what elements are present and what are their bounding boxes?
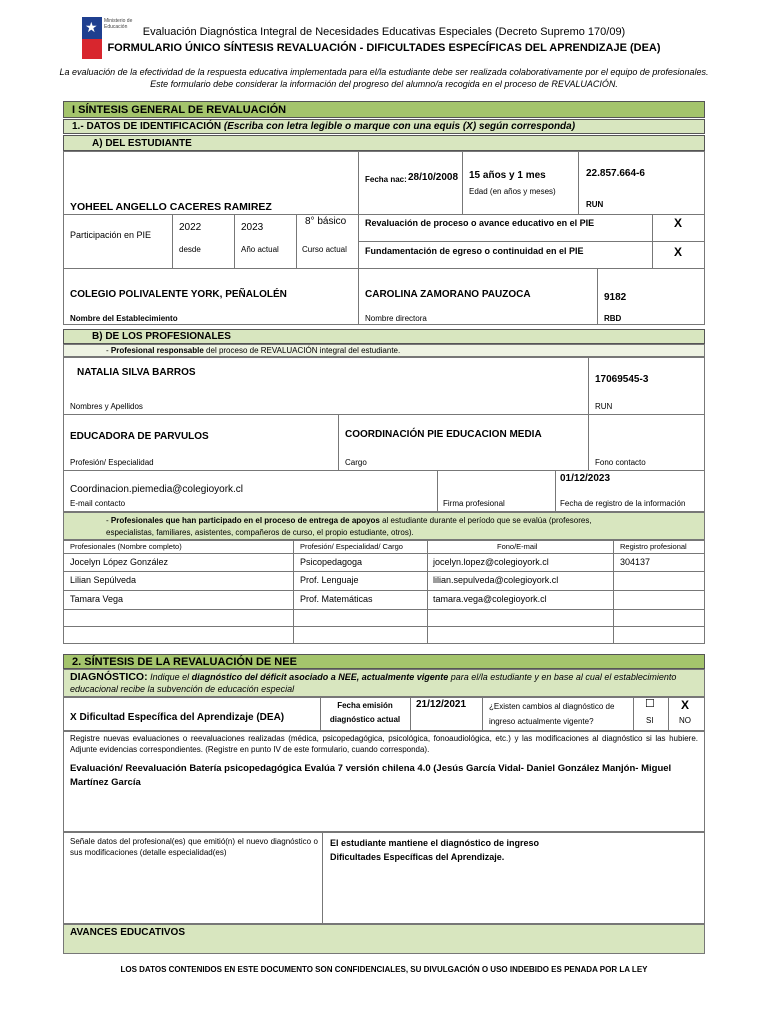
email-label: E-mail contacto bbox=[70, 499, 126, 508]
fundamentacion-mark: X bbox=[674, 245, 683, 259]
mantiene-line-1: El estudiante mantiene el diagnóstico de ingreso bbox=[330, 838, 540, 848]
no-label: NO bbox=[679, 716, 691, 725]
desde-year: 2022 bbox=[179, 222, 202, 233]
table-cell: Prof. Matemáticas bbox=[300, 594, 373, 604]
diag-label: DIAGNÓSTICO: bbox=[70, 671, 148, 683]
table-cell: Psicopedagoga bbox=[300, 557, 363, 567]
profesionales-table bbox=[63, 540, 705, 644]
cargo-value: COORDINACIÓN PIE EDUCACION MEDIA bbox=[345, 429, 542, 440]
diag-note-1: Indique el bbox=[150, 672, 190, 682]
cargo-label: Cargo bbox=[345, 458, 367, 467]
desde-label: desde bbox=[179, 245, 201, 254]
responsable-bold: Profesional responsable bbox=[110, 346, 204, 355]
diag-note-3: educacional recibe la subvención de educación especial bbox=[70, 684, 295, 694]
form-title: FORMULARIO ÚNICO SÍNTESIS REVALUACIÓN - DIFICULTADES ESPECÍFICAS DEL APRENDIZAJE (DEA) bbox=[107, 42, 661, 54]
senale-text: Señale datos del profesional(es) que emitió(n) el nuevo diagnóstico o sus modificaciones (detalle especialidad(es) bbox=[70, 837, 318, 857]
diagnostico-value: X Dificultad Específica del Aprendizaje (DEA) bbox=[70, 712, 285, 723]
estudiante-header: A) DEL ESTUDIANTE bbox=[63, 135, 705, 151]
rbd-value: 9182 bbox=[604, 292, 627, 303]
table-cell: Prof. Lenguaje bbox=[300, 575, 359, 585]
colegio-label: Nombre del Establecimiento bbox=[70, 314, 178, 323]
document-title: Evaluación Diagnóstica Integral de Necesidades Educativas Especiales (Decreto Supremo 170/09) bbox=[142, 26, 626, 38]
nombre-label: Nombres y Apellidos bbox=[70, 402, 143, 411]
fecha-nac-value: 28/10/2008 bbox=[408, 172, 459, 183]
directora-name: CAROLINA ZAMORANO PAUZOCA bbox=[365, 289, 531, 300]
table-cell: jocelyn.lopez@colegioyork.cl bbox=[433, 557, 549, 567]
datos-title: 1.- DATOS DE IDENTIFICACIÓN bbox=[72, 121, 222, 132]
otros-rest-1: al estudiante durante el período que se evalúa (profesores, bbox=[382, 516, 592, 525]
diag-note-2: para el/la estudiante y en base al cual el establecimiento bbox=[450, 672, 677, 682]
mantiene-line-2: Dificultades Específicas del Aprendizaje. bbox=[330, 852, 505, 862]
table-cell: tamara.vega@colegioyork.cl bbox=[433, 594, 547, 604]
directora-label: Nombre directora bbox=[365, 314, 427, 323]
student-name: YOHEEL ANGELLO CACERES RAMIREZ bbox=[70, 201, 272, 213]
fecha-emision-value: 21/12/2021 bbox=[416, 699, 467, 710]
rut-label: RUN bbox=[586, 200, 604, 209]
datos-identificacion-header bbox=[63, 119, 705, 134]
profesion-label: Profesión/ Especialidad bbox=[70, 458, 154, 467]
col-header-profesion: Profesión/ Especialidad/ Cargo bbox=[300, 542, 403, 551]
table-cell: Lilian Sepúlveda bbox=[70, 575, 137, 585]
fecha-registro: 01/12/2023 bbox=[560, 473, 611, 484]
otros-rest-2: especialistas, familiares, asistentes, compañeros de curso, el propio estudiante, otros). bbox=[106, 528, 414, 537]
fecha-nac-label: Fecha nac: bbox=[365, 175, 407, 184]
table-cell: lilian.sepulveda@colegioyork.cl bbox=[433, 575, 559, 585]
fecha-registro-label: Fecha de registro de la información bbox=[560, 499, 686, 508]
col-header-fono: Fono/E-mail bbox=[497, 542, 538, 551]
cambios-question: ¿Existen cambios al diagnóstico de ingreso actualmente vigente? bbox=[489, 702, 615, 726]
eval-proceso-label: Revaluación de proceso o avance educativo en el PIE bbox=[365, 218, 595, 228]
logo-text: Ministerio de Educación bbox=[104, 18, 133, 30]
fundamentacion-label: Fundamentación de egreso o continuidad en el PIE bbox=[365, 246, 584, 256]
profesionales-header: B) DE LOS PROFESIONALES bbox=[63, 329, 705, 344]
diag-note-bold: diagnóstico del déficit asociado a NEE, actualmente vigente bbox=[191, 672, 449, 682]
rbd-label: RBD bbox=[604, 314, 622, 323]
edad-value: 15 años y 1 mes bbox=[469, 170, 546, 181]
colegio-name: COLEGIO POLIVALENTE YORK, PEÑALOLÉN bbox=[70, 289, 287, 300]
table-cell: Jocelyn López González bbox=[70, 557, 169, 567]
intro-line-1: La evaluación de la efectividad de la respuesta educativa implementada para el/la estudiante debe ser realizada colaborativamente por el equipo de profesionales. bbox=[59, 67, 709, 77]
otros-profesionales-note: - Profesionales que han participado en el proceso de entrega de apoyos al estudiante durante el período que se evalúa (profesores, especialistas, familiares, asistentes, compañeros de curso, el propio estudiante, otros). bbox=[63, 512, 705, 540]
table-cell: Tamara Vega bbox=[70, 594, 124, 604]
table-cell: 304137 bbox=[620, 557, 651, 567]
firma-label: Firma profesional bbox=[443, 499, 505, 508]
footer-confidential: LOS DATOS CONTENIDOS EN ESTE DOCUMENTO SON CONFIDENCIALES, SU DIVULGACIÓN O USO INDEBIDO ES PENADA POR LA LEY bbox=[120, 965, 648, 974]
responsable-row: - Profesional responsable del proceso de REVALUACIÓN integral del estudiante. bbox=[63, 344, 705, 357]
email-value: Coordinacion.piemedia@colegioyork.cl bbox=[70, 484, 244, 495]
diagnostico-note bbox=[63, 669, 705, 697]
section-1-title: I SÍNTESIS GENERAL DE REVALUACIÓN bbox=[63, 101, 705, 118]
curso-value: 8° básico bbox=[305, 216, 347, 227]
curso-label: Curso actual bbox=[302, 245, 347, 254]
col-header-nombre: Profesionales (Nombre completo) bbox=[70, 542, 182, 551]
si-label: SI bbox=[646, 716, 654, 725]
registre-text: Registre nuevas evaluaciones o reevaluaciones realizadas (médica, psicopedagógica, psicológica, fonoaudiológica, etc.) y las modificaciones al diagnóstico si las hubiere. Adjunte evidencias correspondientes. (Registre en punto IV de este formulario, cuando corresponda). bbox=[70, 734, 698, 754]
star-icon: ★ bbox=[85, 19, 98, 35]
student-rut: 22.857.664-6 bbox=[586, 168, 645, 179]
evaluacion-text: Evaluación/ Reevaluación Batería psicopedagógica Evalúa 7 versión chilena 4.0 (Jesús García Vidal- Daniel González Manjón- Miguel Martínez García bbox=[70, 763, 672, 788]
col-header-registro: Registro profesional bbox=[620, 542, 687, 551]
profesional-run: 17069545-3 bbox=[595, 374, 649, 385]
run-label: RUN bbox=[595, 402, 613, 411]
profesion-value: EDUCADORA DE PARVULOS bbox=[70, 431, 209, 442]
anio-actual-label: Año actual bbox=[241, 245, 279, 254]
participacion-label: Participación en PIE bbox=[70, 230, 152, 240]
section-2-title: 2. SÍNTESIS DE LA REVALUACIÓN DE NEE bbox=[63, 654, 705, 669]
eval-proceso-mark: X bbox=[674, 216, 683, 230]
otros-bold: Profesionales que han participado en el proceso de entrega de apoyos bbox=[110, 516, 380, 525]
anio-actual: 2023 bbox=[241, 222, 264, 233]
fono-label: Fono contacto bbox=[595, 458, 646, 467]
responsable-rest: del proceso de REVALUACIÓN integral del estudiante. bbox=[206, 346, 401, 355]
no-mark: X bbox=[681, 698, 690, 712]
intro-line-2: Este formulario debe considerar la información del progreso del alumno/a recogida en el proceso de REVALUACIÓN. bbox=[150, 79, 618, 89]
datos-note: (Escriba con letra legible o marque con una equis (X) según corresponda) bbox=[223, 121, 576, 132]
si-checkbox[interactable]: ☐ bbox=[645, 698, 655, 710]
profesional-nombre: NATALIA SILVA BARROS bbox=[77, 367, 196, 378]
avances-educativos: AVANCES EDUCATIVOS bbox=[63, 924, 705, 954]
fecha-emision-label: Fecha emisión diagnóstico actual bbox=[329, 701, 401, 724]
edad-label: Edad (en años y meses) bbox=[469, 187, 556, 196]
